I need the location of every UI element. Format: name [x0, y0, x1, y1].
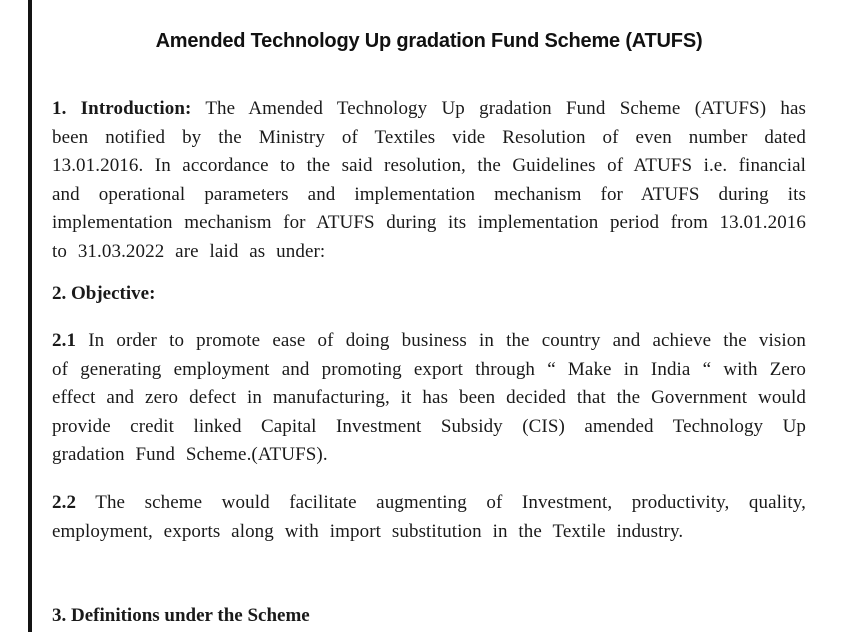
- clause-2-2-text: The scheme would facilitate augmenting of Investment, productivity, quality, employment, exports along with import substitution in the Textile industry.: [52, 492, 806, 542]
- objective-clause-2-2-paragraph: [52, 489, 806, 546]
- clause-2-1-text: In order to promote ease of doing business in the country and achieve the vision of generating employment and promoting export through “ Make in India “ with Zero effect and zero defect in manufacturing, it has been decided that the Government would provide credit linked Capital Investment Subsidy (CIS) amended Technology Up gradation Fund Scheme.(ATUFS).: [52, 330, 806, 465]
- clause-2-2-label: 2.2: [52, 492, 77, 513]
- intro-paragraph: [52, 95, 806, 266]
- document-title: Amended Technology Up gradation Fund Scheme (ATUFS): [155, 30, 703, 52]
- objective-clause-2-1-paragraph: [52, 327, 806, 470]
- intro-section-label: 1. Introduction:: [52, 98, 192, 119]
- left-scan-edge-line: [28, 0, 32, 632]
- definitions-heading: 3. Definitions under the Scheme: [52, 605, 310, 626]
- intro-section-text: The Amended Technology Up gradation Fund Scheme (ATUFS) has been notified by the Ministry of Textiles vide Resolution of even number dated 13.01.2016. In accordance to the said resolution, the Guidelines of ATUFS i.e. financial and operational parameters and implementation mechanism for ATUFS during its implementation mechanism for ATUFS during its implementation period from 13.01.2016 to 31.03.2022 are laid as under:: [52, 98, 806, 262]
- clause-2-1-label: 2.1: [52, 330, 77, 351]
- objective-heading: 2. Objective:: [52, 283, 156, 304]
- document-content: [52, 0, 806, 632]
